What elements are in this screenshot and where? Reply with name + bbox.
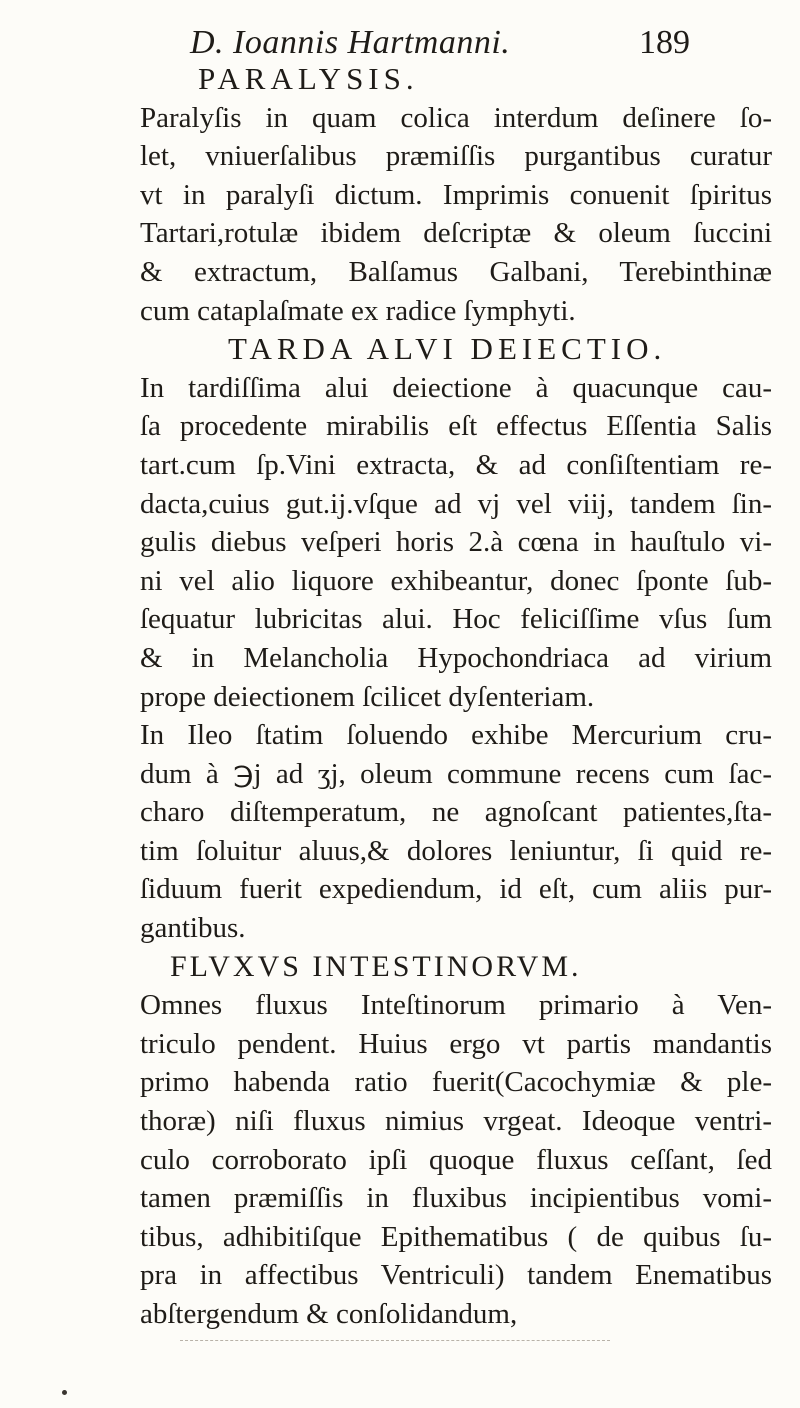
text-line: charo diſtemperatum, ne agnoſcant patientes,ſta- <box>140 796 772 829</box>
text-line: primo habenda ratio fuerit(Cacochymiæ & ple- <box>140 1066 772 1099</box>
text-line: Paralyſis in quam colica interdum deſinere ſo- <box>140 101 772 134</box>
text-line: ſiduum fuerit expediendum, id eſt, cum aliis pur- <box>140 873 772 906</box>
text-line: dum à ℈j ad ʒj, oleum commune recens cum ſac- <box>140 757 772 790</box>
text-line: gulis diebus veſperi horis 2.à cœna in hauſtulo vi- <box>140 526 772 559</box>
text-line: tim ſoluitur aluus,& dolores leniuntur, ſi quid re- <box>140 834 772 867</box>
text-line: In Ileo ſtatim ſoluendo exhibe Mercurium cru- <box>140 719 772 752</box>
section-heading-tarda-alvi-deiectio: TARDA ALVI DEIECTIO. <box>228 331 667 367</box>
catchword-rule <box>180 1340 610 1341</box>
text-line: triculo pendent. Huius ergo vt partis mandantis <box>140 1027 772 1060</box>
text-line: Omnes fluxus Inteſtinorum primario à Ven- <box>140 989 772 1022</box>
text-line: ſa procedente mirabilis eſt effectus Eſſentia Salis <box>140 410 772 443</box>
ink-speck <box>62 1390 67 1395</box>
text-line: abſtergendum & conſolidandum, <box>140 1298 518 1330</box>
body-text <box>140 60 772 1334</box>
section-heading-paralysis: PARALYSIS. <box>198 61 419 96</box>
text-line: tibus, adhibitiſque Epithematibus ( de quibus ſu- <box>140 1220 772 1253</box>
text-line: tart.cum ſp.Vini extracta, & ad conſiſtentiam re- <box>140 448 772 481</box>
text-line: prope deiectionem ſcilicet dyſenteriam. <box>140 680 595 713</box>
running-title: D. Ioannis Hartmanni. <box>190 24 511 61</box>
text-line: dacta,cuius gut.ij.vſque ad vj vel viij, tandem ſin- <box>140 487 772 520</box>
text-line: tamen præmiſſis in fluxibus incipientibus vomi- <box>140 1182 772 1215</box>
text-line: pra in affectibus Ventriculi) tandem Enematibus <box>140 1259 772 1292</box>
text-line: thoræ) niſi fluxus nimius vrgeat. Ideoque ventri- <box>140 1105 772 1138</box>
text-line: ſequatur lubricitas alui. Hoc feliciſſime vſus ſum <box>140 603 772 636</box>
page-number: 189 <box>639 24 690 61</box>
section-heading-fluxus-intestinorum: FLVXVS INTESTINORVM. <box>170 949 582 983</box>
text-line: gantibus. <box>140 912 246 945</box>
text-line: & in Melancholia Hypochondriaca ad virium <box>140 641 772 674</box>
text-line: ni vel alio liquore exhibeantur, donec ſponte ſub- <box>140 564 772 597</box>
text-line: culo corroborato ipſi quoque fluxus ceſſant, ſed <box>140 1143 772 1176</box>
text-line: let, vniuerſalibus præmiſſis purgantibus curatur <box>140 140 772 173</box>
text-line: cum cataplaſmate ex radice ſymphyti. <box>140 294 576 327</box>
text-line: Tartari,rotulæ ibidem deſcriptæ & oleum ſuccini <box>140 217 772 250</box>
text-line: In tardiſſima alui deiectione à quacunque cau- <box>140 371 772 404</box>
text-line: & extractum, Balſamus Galbani, Terebinthinæ <box>140 255 772 288</box>
text-line: vt in paralyſi dictum. Imprimis conuenit ſpiritus <box>140 178 772 211</box>
